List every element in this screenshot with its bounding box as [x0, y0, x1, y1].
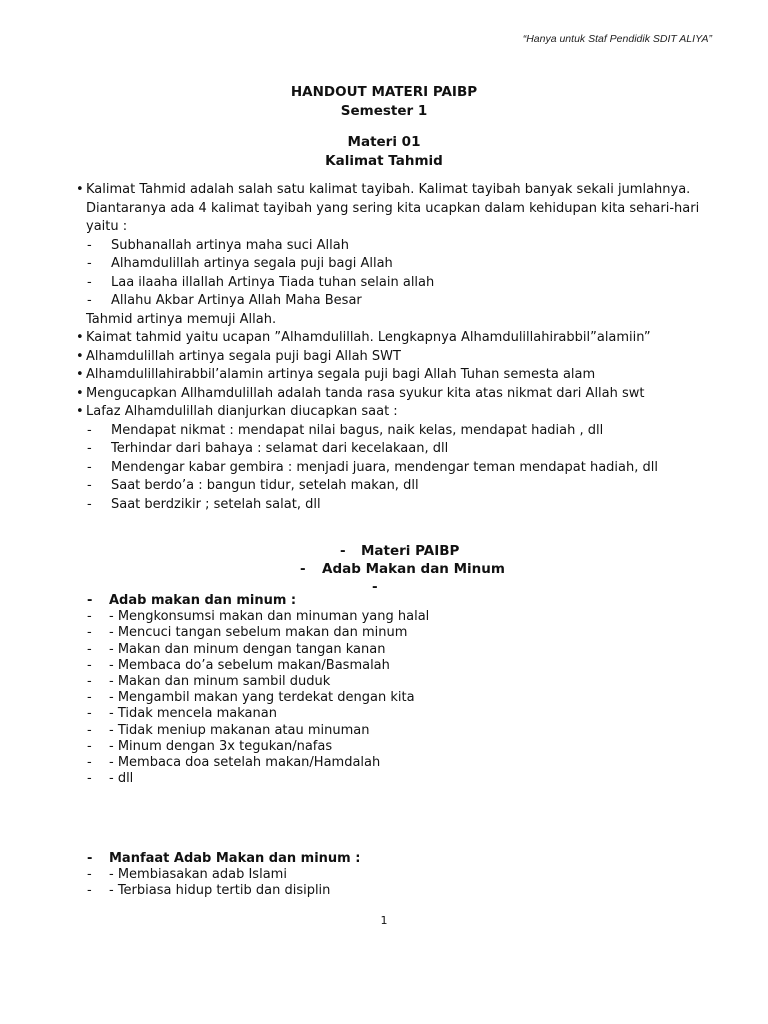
manfaat-list [87, 851, 707, 900]
dash-icon: - [87, 478, 92, 493]
tayibah-list [76, 237, 726, 311]
title-block [0, 83, 768, 121]
adab-title: - Adab makan dan minum : [87, 593, 297, 608]
intro-text: Kalimat Tahmid adalah salah satu kalimat tayibah. Kalimat tayibah banyak sekali jumlahnya. Diantaranya ada 4 kalimat tayibah yang sering kita ucapkan dalam kehidupan kita sehari-hari yaitu : [86, 182, 700, 234]
materi-number: Materi 01 [347, 134, 421, 150]
dash-icon: - [300, 561, 306, 577]
list-item: - Subhanallah artinya maha suci Allah [76, 237, 726, 256]
bullet-icon: • [76, 330, 84, 345]
bullet-icon: • [76, 348, 84, 364]
list-item: - Laa ilaaha illallah Artinya Tiada tuhan selain allah [76, 274, 726, 293]
list-item: - - Mencuci tangan sebelum makan dan minum [87, 625, 408, 641]
dash-icon: - [340, 543, 346, 559]
dash-icon: - [87, 738, 92, 754]
bullet-item: • Alhamdulillah artinya segala puji bagi Allah SWT [76, 348, 726, 367]
list-item: - - Makan dan minum dengan tangan kanan [87, 641, 386, 657]
list-item: - Saat berdo’a : bangun tidur, setelah makan, dll [76, 477, 726, 496]
adab-list [87, 593, 707, 787]
header-note: “Hanya untuk Staf Pendidik SDIT ALIYA” [522, 33, 712, 45]
bullet-item: • Mengucapkan Allhamdulillah adalah tanda rasa syukur kita atas nikmat dari Allah swt [76, 385, 726, 404]
section2-heading [0, 542, 768, 596]
dash-icon: - [87, 690, 92, 706]
list-item: - - Makan dan minum sambil duduk [87, 674, 331, 690]
bullet-item: • Kaimat tahmid yaitu ucapan ”Alhamdulillah. Lengkapnya Alhamdulillahirabbil”alamiin” [76, 329, 726, 348]
dash-icon: - [87, 657, 92, 673]
list-item: - - Membaca do’a sebelum makan/Basmalah [87, 657, 390, 673]
dash-icon: - [87, 674, 92, 690]
bullet-icon: • [76, 367, 84, 382]
dash-icon: - [87, 722, 92, 738]
list-item: - Mendengar kabar gembira : menjadi juara, mendengar teman mendapat hadiah, dll [76, 459, 726, 478]
dash-icon: - [87, 755, 92, 771]
manfaat-title: - Manfaat Adab Makan dan minum : [87, 851, 361, 866]
semester-label: Semester 1 [340, 103, 428, 119]
dash-icon: - [87, 256, 92, 271]
dash-icon: - [87, 625, 92, 641]
dash-icon: - [87, 237, 92, 253]
dash-icon: - [87, 609, 92, 625]
page-number: 1 [380, 914, 388, 927]
bullet-item: • Alhamdulillahirabbil’alamin artinya segala puji bagi Allah Tuhan semesta alam [76, 366, 726, 385]
list-item: - Terhindar dari bahaya : selamat dari kecelakaan, dll [76, 440, 726, 459]
bullet-item: • Lafaz Alhamdulillah dianjurkan diucapkan saat : [76, 403, 726, 422]
list-item: - - Membiasakan adab Islami [87, 867, 287, 883]
heading-materi-paibp: - Materi PAIBP [340, 543, 460, 559]
dash-icon: - [87, 293, 92, 308]
dash-icon: - [87, 706, 92, 722]
list-item: - - Tidak meniup makanan atau minuman [87, 722, 370, 738]
list-item: - Alhamdulillah artinya segala puji bagi Allah [76, 255, 726, 274]
dash-icon: - [87, 274, 92, 290]
handout-title: HANDOUT MATERI PAIBP [290, 84, 478, 100]
bullet-icon: • [76, 385, 84, 401]
dash-icon: - [87, 771, 92, 787]
dash-icon: - [87, 441, 92, 456]
materi-topic: Kalimat Tahmid [325, 153, 443, 169]
dash-icon: - [372, 579, 378, 595]
materi-block [0, 133, 768, 171]
dash-icon: - [87, 496, 92, 512]
list-item: - Allahu Akbar Artinya Allah Maha Besar [76, 292, 726, 311]
dash-icon: - [87, 422, 92, 438]
bullet-icon: • [76, 404, 84, 419]
list-item: - - Membaca doa setelah makan/Hamdalah [87, 755, 381, 771]
dash-icon: - [87, 883, 92, 899]
list-item: - - Mengkonsumsi makan dan minuman yang halal [87, 609, 430, 625]
list-item: - - Minum dengan 3x tegukan/nafas [87, 738, 333, 754]
list-item: - - dll [87, 771, 134, 787]
list-item: - Mendapat nikmat : mendapat nilai bagus, naik kelas, mendapat hadiah , dll [76, 422, 726, 441]
bullet-icon: • [76, 182, 84, 197]
occasion-list [76, 422, 726, 515]
list-item: - - Mengambil makan yang terdekat dengan kita [87, 690, 415, 706]
list-item: - Saat berdzikir ; setelah salat, dll [76, 496, 726, 515]
tahmid-meaning: Tahmid artinya memuji Allah. [86, 311, 277, 327]
list-item: - - Terbiasa hidup tertib dan disiplin [87, 883, 331, 899]
heading-adab-makan: - Adab Makan dan Minum [300, 561, 505, 577]
dash-icon: - [87, 851, 93, 866]
list-item: - - Tidak mencela makanan [87, 706, 277, 722]
bullet-item [76, 181, 726, 237]
dash-icon: - [87, 593, 93, 608]
dash-icon: - [87, 641, 92, 657]
section-kalimat-tahmid [76, 181, 726, 514]
dash-icon: - [87, 867, 92, 883]
dash-icon: - [87, 459, 92, 475]
